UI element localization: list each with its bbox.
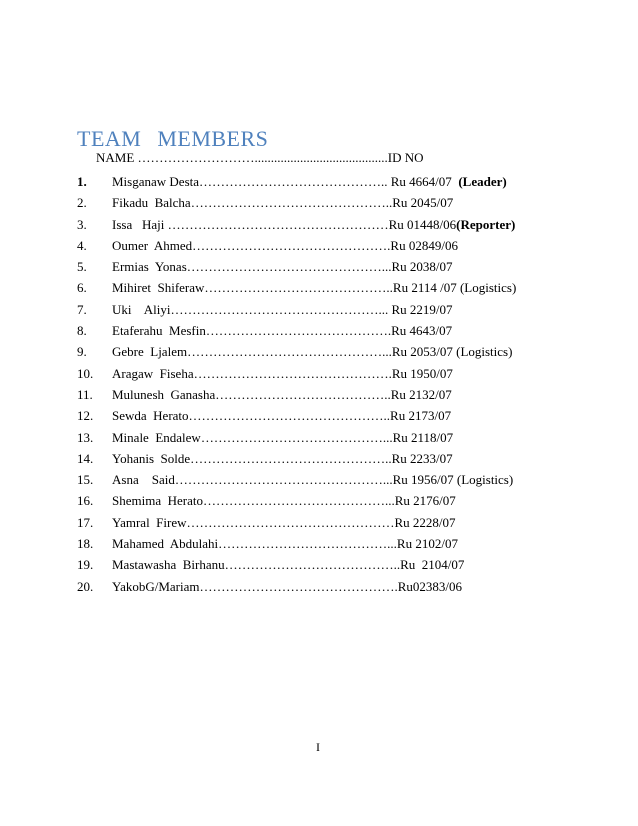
member-id: Ru 2173/07 bbox=[390, 408, 452, 424]
list-item bbox=[77, 576, 597, 597]
member-name: Issa Haji bbox=[112, 216, 168, 232]
member-name: YakobG/Mariam bbox=[112, 578, 200, 594]
member-id: Ru 02849/06 bbox=[390, 237, 458, 253]
member-name: Mastawasha Birhanu bbox=[112, 557, 225, 573]
list-item bbox=[77, 341, 597, 362]
dot-leader: ………………………………………... bbox=[186, 259, 392, 275]
member-entry bbox=[112, 171, 507, 192]
member-entry bbox=[112, 235, 458, 256]
member-entry bbox=[112, 320, 452, 341]
list-item bbox=[77, 256, 597, 277]
member-entry bbox=[112, 490, 456, 511]
member-name: Fikadu Balcha bbox=[112, 195, 191, 211]
member-id: Ru 2233/07 bbox=[391, 450, 453, 466]
dot-leader: ………………………………………. bbox=[193, 365, 392, 381]
member-name: Shemima Herato bbox=[112, 493, 203, 509]
member-number: 6. bbox=[77, 280, 87, 296]
member-entry bbox=[112, 469, 513, 490]
member-number: 4. bbox=[77, 237, 87, 253]
member-name: Misganaw Desta bbox=[112, 174, 200, 189]
dot-leader: ………………………………….. bbox=[224, 557, 401, 573]
member-name: Aragaw Fiseha bbox=[112, 365, 194, 381]
list-item bbox=[77, 405, 597, 426]
member-id: Ru 2176/07 bbox=[394, 493, 456, 509]
team-member-list bbox=[77, 171, 597, 597]
member-id: Ru 01448/06 bbox=[388, 216, 457, 232]
member-id: Ru 4664/07 bbox=[390, 174, 456, 189]
member-name: Yamral Firew bbox=[112, 514, 187, 530]
member-entry bbox=[112, 427, 453, 448]
member-number: 7. bbox=[77, 301, 87, 317]
member-name: Asna Said bbox=[112, 472, 175, 488]
member-number: 15. bbox=[77, 472, 94, 488]
member-number: 17. bbox=[77, 514, 94, 530]
member-id: Ru 2053/07 (Logistics) bbox=[391, 344, 513, 360]
member-entry bbox=[112, 256, 453, 277]
dot-leader: ………………………………………… bbox=[186, 514, 395, 530]
member-number: 9. bbox=[77, 344, 87, 360]
page-title: TEAM MEMBERS bbox=[77, 126, 269, 151]
member-entry bbox=[112, 554, 464, 575]
member-number: 16. bbox=[77, 493, 94, 509]
member-number: 3. bbox=[77, 216, 87, 232]
dot-leader: …………………………………………… bbox=[167, 216, 389, 232]
dot-leader: ………………………………………... bbox=[187, 344, 392, 360]
member-entry bbox=[112, 533, 458, 554]
member-name: Mahamed Abdulahi bbox=[112, 536, 219, 552]
member-name: Sewda Herato bbox=[112, 408, 189, 424]
member-name: Mulunesh Ganasha bbox=[112, 386, 216, 402]
member-id: Ru 2102/07 bbox=[396, 536, 458, 552]
member-entry bbox=[112, 299, 453, 320]
dot-leader: …………………………………….. bbox=[199, 174, 391, 189]
member-number: 2. bbox=[77, 195, 87, 211]
member-name: Minale Endalew bbox=[112, 429, 201, 445]
member-number: 14. bbox=[77, 450, 94, 466]
member-id: Ru 4643/07 bbox=[391, 323, 453, 339]
list-item bbox=[77, 235, 597, 256]
dot-leader: ……………………………………….. bbox=[190, 195, 393, 211]
dot-leader: ……………………………………….. bbox=[190, 450, 392, 466]
list-item bbox=[77, 171, 597, 192]
list-item bbox=[77, 192, 597, 213]
dot-leader: ……………………………………….. bbox=[188, 408, 391, 424]
dot-leader: …………………………………….. bbox=[204, 280, 393, 296]
dot-leader: …………………………………………... bbox=[174, 472, 393, 488]
list-header: NAME ……………………….........................................ID NO bbox=[96, 150, 424, 165]
member-number: 19. bbox=[77, 557, 94, 573]
list-item bbox=[77, 469, 597, 490]
member-id: Ru 2228/07 bbox=[394, 514, 456, 530]
list-item bbox=[77, 533, 597, 554]
member-entry bbox=[112, 192, 453, 213]
dot-leader: ………………………………………. bbox=[199, 578, 398, 594]
member-number: 11. bbox=[77, 386, 93, 402]
member-name: Mihiret Shiferaw bbox=[112, 280, 205, 296]
member-id: Ru 2104/07 bbox=[400, 557, 465, 573]
list-item bbox=[77, 427, 597, 448]
dot-leader: ……………………………………... bbox=[200, 429, 393, 445]
dot-leader: ………………………………….. bbox=[215, 386, 391, 402]
member-id: Ru02383/06 bbox=[397, 578, 463, 594]
member-id: Ru 2038/07 bbox=[391, 259, 453, 275]
member-id: Ru 2132/07 bbox=[390, 386, 452, 402]
member-number: 12. bbox=[77, 408, 94, 424]
member-name: Etaferahu Mesfin bbox=[112, 323, 206, 339]
member-id: Ru 2114 /07 (Logistics) bbox=[392, 280, 517, 296]
member-entry bbox=[112, 448, 453, 469]
member-entry bbox=[112, 214, 515, 235]
dot-leader: …………………………………... bbox=[218, 536, 397, 552]
member-number: 20. bbox=[77, 578, 94, 594]
dot-leader: ……………………………………. bbox=[205, 323, 392, 339]
member-number: 18. bbox=[77, 536, 94, 552]
list-item bbox=[77, 448, 597, 469]
member-name: Yohanis Solde bbox=[112, 450, 191, 466]
list-item bbox=[77, 299, 597, 320]
member-name: Gebre Ljalem bbox=[112, 344, 188, 360]
list-item bbox=[77, 384, 597, 405]
member-name: Oumer Ahmed bbox=[112, 237, 193, 253]
member-name: Ermias Yonas bbox=[112, 259, 187, 275]
member-role: (Leader) bbox=[455, 174, 507, 189]
member-entry bbox=[112, 277, 516, 298]
member-id: Ru 1950/07 bbox=[391, 365, 453, 381]
member-id: Ru 1956/07 (Logistics) bbox=[392, 472, 514, 488]
member-name: Uki Aliyi bbox=[112, 301, 171, 317]
dot-leader: …………………………………………... bbox=[170, 301, 392, 317]
page-number: I bbox=[316, 740, 320, 754]
list-item bbox=[77, 320, 597, 341]
member-entry bbox=[112, 405, 451, 426]
list-item bbox=[77, 512, 597, 533]
member-id: Ru 2118/07 bbox=[392, 429, 454, 445]
member-id: Ru 2219/07 bbox=[391, 301, 453, 317]
list-item bbox=[77, 363, 597, 384]
member-number: 8. bbox=[77, 323, 87, 339]
dot-leader: ……………………………………... bbox=[202, 493, 395, 509]
list-item bbox=[77, 214, 597, 235]
list-item bbox=[77, 277, 597, 298]
member-entry bbox=[112, 512, 456, 533]
member-number: 1. bbox=[77, 174, 87, 189]
member-entry bbox=[112, 576, 462, 597]
list-item bbox=[77, 490, 597, 511]
member-number: 5. bbox=[77, 259, 87, 275]
member-entry bbox=[112, 341, 512, 362]
member-number: 13. bbox=[77, 429, 94, 445]
list-item bbox=[77, 554, 597, 575]
dot-leader: ………………………………………. bbox=[192, 237, 391, 253]
member-number: 10. bbox=[77, 365, 94, 381]
member-role: (Reporter) bbox=[456, 216, 516, 232]
member-entry bbox=[112, 363, 453, 384]
member-entry bbox=[112, 384, 452, 405]
member-id: Ru 2045/07 bbox=[392, 195, 454, 211]
